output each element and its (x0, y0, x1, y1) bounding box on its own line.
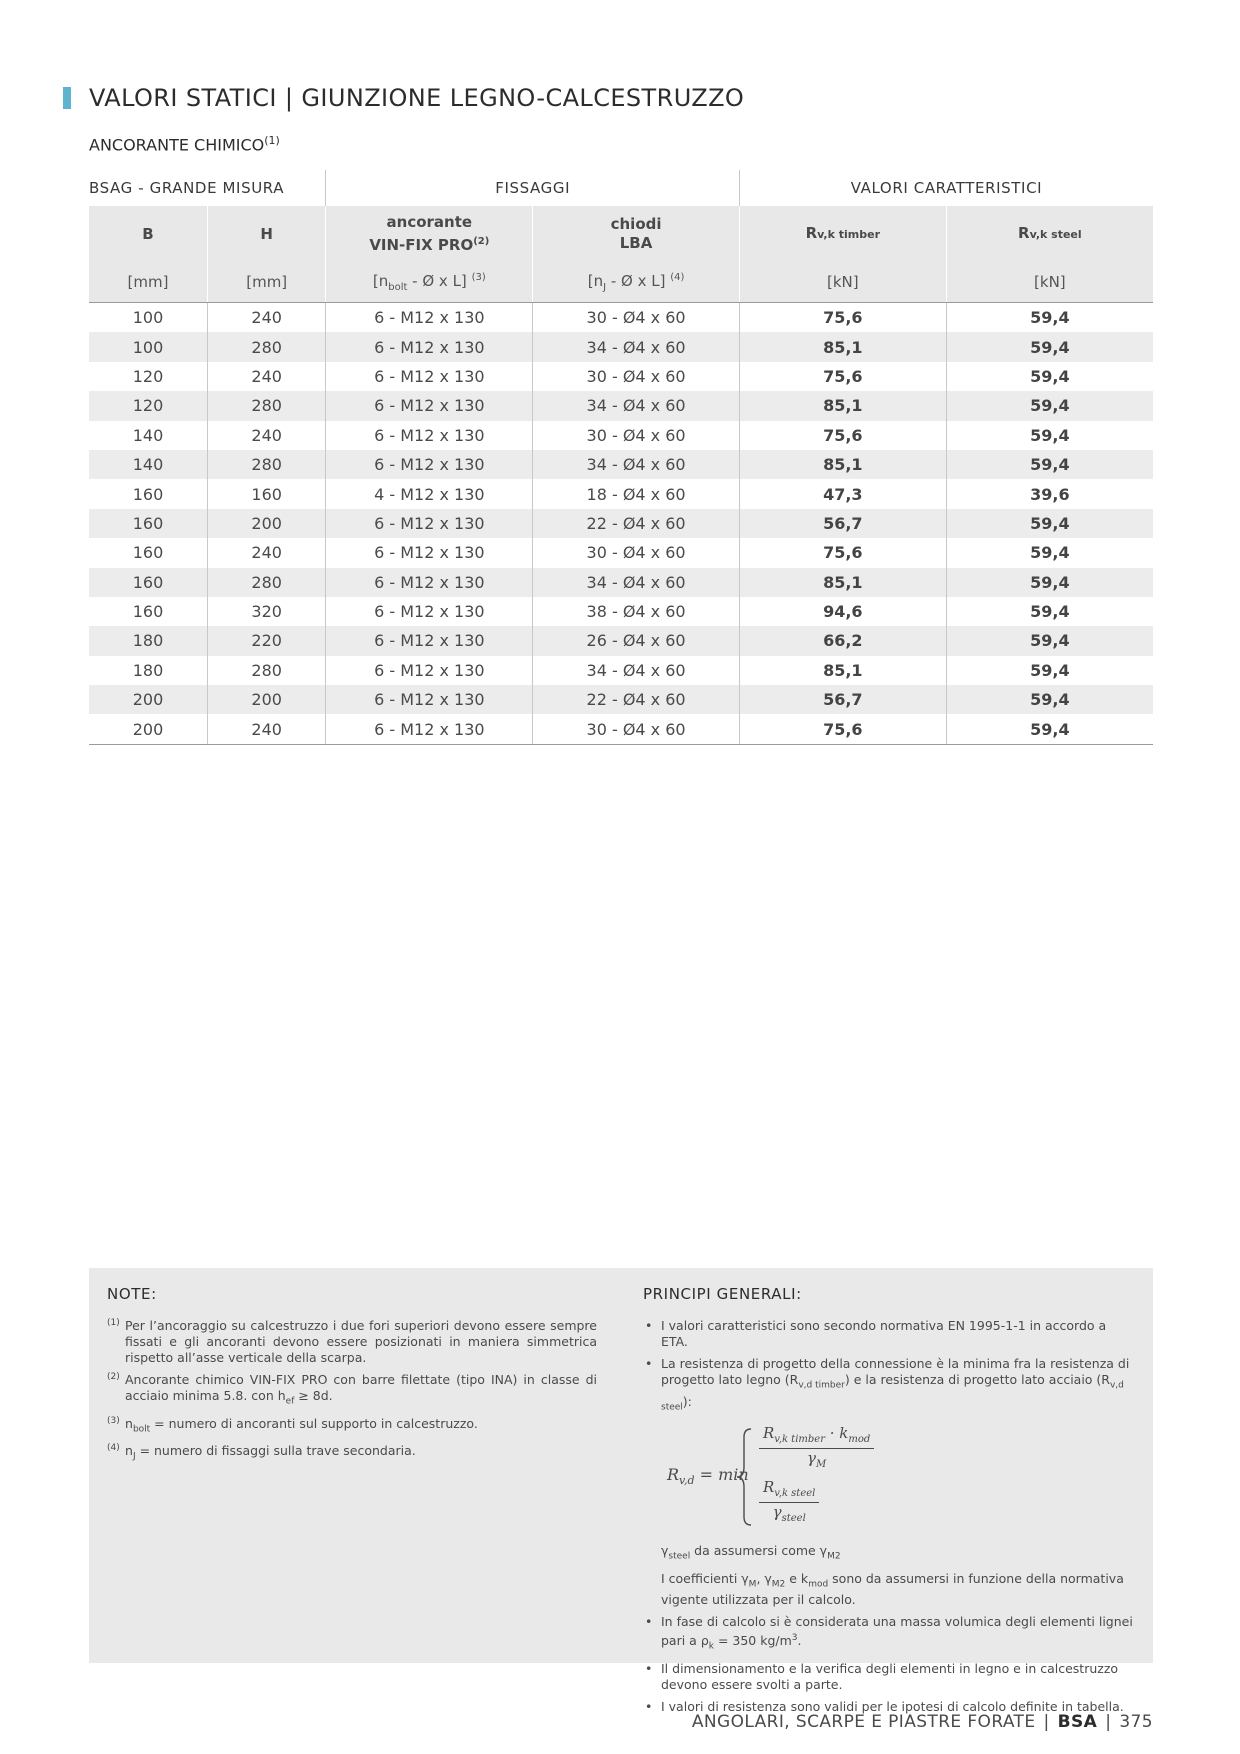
principle-2-c: ): (682, 1393, 692, 1409)
static-values-table (89, 170, 1153, 745)
cell-anchors: 6 - M12 x 130 (326, 568, 533, 597)
cell-b: 100 (89, 332, 207, 361)
unit-header-row (89, 262, 1153, 303)
cell-b: 160 (89, 568, 207, 597)
note-1-num: (1) (107, 1318, 120, 1328)
note-4-sub: J (132, 1451, 136, 1462)
ft-num-r: R (763, 1424, 775, 1442)
principle-2-a: La resistenza di progetto della connessione è la minima fra la resistenza di progetto lato legno (R (661, 1356, 1130, 1387)
principles-column (643, 1286, 1137, 1721)
r-timber-symbol: R (805, 224, 818, 242)
unit-nails (533, 262, 740, 303)
unit-nails-b: - Ø x L] (606, 271, 666, 290)
gamma-line-s2: M2 (827, 1551, 841, 1562)
principle-2-b: ) e la resistenza di progetto lato acciaio (R (844, 1372, 1110, 1387)
cell-anchors: 6 - M12 x 130 (326, 332, 533, 361)
table-row (89, 479, 1153, 508)
cell-b: 100 (132, 308, 164, 328)
principle-3-sub: k (708, 1641, 714, 1652)
principle-3 (643, 1614, 1137, 1655)
ft-den-gamma: γ (807, 1449, 816, 1467)
cell-rvk-steel: 59,4 (946, 362, 1153, 391)
page-number: 375 (1119, 1712, 1153, 1732)
note-1 (107, 1318, 597, 1366)
unit-nails-a: [n (587, 271, 604, 290)
unit-nails-note: (4) (670, 271, 685, 283)
cell-h: 280 (207, 332, 325, 361)
ft-num-sub: v,k timber (774, 1434, 825, 1445)
cell-nails: 34 - Ø4 x 60 (533, 332, 740, 361)
note-2 (107, 1372, 597, 1410)
note-2-sub: ef (285, 1396, 295, 1407)
cell-rvk-steel: 59,4 (946, 626, 1153, 655)
cell-h: 240 (207, 714, 325, 744)
cell-b: 160 (132, 602, 164, 622)
table-body (89, 303, 1153, 745)
note-1-text: Per l’ancoraggio su calcestruzzo i due fori superiori devono essere sempre fissati e gli ancoranti devono essere posizionati in maniera simmetrica rispetto all’asse verticale della scarpa. (125, 1318, 597, 1365)
footer-separator-2: | (1105, 1712, 1112, 1732)
cell-anchors: 6 - M12 x 130 (326, 714, 533, 744)
principle-3-sup: 3 (791, 1633, 798, 1643)
gamma-line-b: da assumersi come γ (690, 1543, 828, 1558)
fraction-timber (759, 1425, 874, 1473)
principle-2-s1: v,d timber (798, 1380, 845, 1391)
cell-nails: 26 - Ø4 x 60 (533, 626, 740, 655)
formula-lhs-r: R (667, 1465, 680, 1484)
fs-num-r: R (763, 1478, 775, 1496)
cell-rvk-steel: 59,4 (946, 538, 1153, 567)
notes-column (107, 1286, 597, 1471)
cell-anchors: 6 - M12 x 130 (326, 538, 533, 567)
col-header-nails (533, 206, 740, 262)
footer-section: ANGOLARI, SCARPE E PIASTRE FORATE (691, 1712, 1036, 1732)
cell-rvk-steel: 59,4 (946, 303, 1153, 333)
anchor-note-ref: (2) (473, 236, 490, 247)
subtitle-note-ref: (1) (264, 134, 280, 147)
cell-nails: 38 - Ø4 x 60 (533, 597, 740, 626)
cell-nails: 34 - Ø4 x 60 (533, 568, 740, 597)
coeff-b: , γ (756, 1570, 772, 1586)
table-row (89, 362, 1153, 391)
col-header-r-steel (946, 206, 1153, 262)
cell-rvk-timber: 85,1 (739, 568, 946, 597)
table-row (89, 303, 1153, 333)
principle-3-c: . (797, 1633, 802, 1649)
footer-separator-1: | (1043, 1712, 1050, 1732)
cell-h: 280 (207, 450, 325, 479)
cell-h: 160 (207, 479, 325, 508)
anchor-line2: VIN-FIX PRO (369, 236, 474, 254)
notes-box (89, 1268, 1153, 1714)
note-3 (107, 1416, 597, 1438)
nails-line2: LBA (619, 234, 653, 252)
cell-h: 220 (207, 626, 325, 655)
cell-h: 240 (207, 303, 325, 333)
cell-rvk-timber: 94,6 (739, 597, 946, 626)
table-row (89, 714, 1153, 744)
cell-anchors: 6 - M12 x 130 (326, 362, 533, 391)
table-row (89, 685, 1153, 714)
cell-b: 180 (132, 660, 164, 680)
table-row (89, 597, 1153, 626)
cell-rvk-timber: 75,6 (739, 538, 946, 567)
cell-anchors: 6 - M12 x 130 (326, 421, 533, 450)
principles-list-2 (643, 1614, 1137, 1715)
note-3-b: = numero di ancoranti sul supporto in calcestruzzo. (150, 1415, 478, 1431)
cell-rvk-steel: 39,6 (946, 479, 1153, 508)
unit-h: [mm] (207, 262, 325, 303)
cell-b: 200 (89, 714, 207, 744)
cell-h: 280 (207, 656, 325, 685)
ft-den-sub: M (816, 1459, 827, 1470)
coeff-s2: M2 (771, 1579, 786, 1589)
cell-anchors: 6 - M12 x 130 (326, 303, 533, 333)
note-2-b: ≥ 8d. (294, 1388, 333, 1403)
table-row (89, 626, 1153, 655)
unit-anchor-b: - Ø x L] (407, 271, 467, 290)
cell-nails: 34 - Ø4 x 60 (533, 450, 740, 479)
formula-lhs-tail: = min (694, 1465, 749, 1484)
cell-nails: 30 - Ø4 x 60 (533, 362, 740, 391)
design-resistance-formula (643, 1421, 1137, 1539)
cell-rvk-steel: 59,4 (946, 421, 1153, 450)
unit-r-steel: [kN] (946, 262, 1153, 303)
cell-rvk-timber: 85,1 (739, 332, 946, 361)
col-header-r-timber (739, 206, 946, 262)
column-header-row (89, 206, 1153, 262)
cell-b: 160 (132, 543, 164, 563)
cell-nails: 34 - Ø4 x 60 (533, 656, 740, 685)
coeff-c: e k (785, 1570, 809, 1586)
cell-nails: 30 - Ø4 x 60 (533, 421, 740, 450)
cell-h: 280 (207, 568, 325, 597)
cell-rvk-timber: 75,6 (739, 362, 946, 391)
ft-num-tail: · k (824, 1424, 849, 1442)
cell-rvk-steel: 59,4 (946, 332, 1153, 361)
cell-h: 240 (207, 538, 325, 567)
fs-den-gamma: γ (772, 1503, 782, 1521)
fraction-steel (759, 1479, 819, 1527)
cell-rvk-timber: 56,7 (739, 509, 946, 538)
note-3-sub: bolt (132, 1424, 151, 1434)
page-title: VALORI STATICI | GIUNZIONE LEGNO-CALCESTRUZZO (89, 84, 745, 112)
principle-5: • I valori di resistenza sono validi per le ipotesi di calcolo definite in tabella. (643, 1699, 1137, 1715)
col-header-h: H (207, 206, 325, 262)
table-row (89, 656, 1153, 685)
cell-rvk-steel: 59,4 (946, 509, 1153, 538)
coeff-s3: mod (808, 1579, 829, 1589)
left-brace-icon (735, 1427, 755, 1527)
ft-num-sub2: mod (848, 1434, 871, 1445)
fraction-timber-denominator (759, 1449, 874, 1473)
cell-h: 240 (207, 421, 325, 450)
unit-anchor-note: (3) (471, 271, 486, 283)
coeff-s1: M (748, 1579, 757, 1589)
cell-nails: 30 - Ø4 x 60 (533, 303, 740, 333)
r-steel-symbol: R (1018, 224, 1030, 242)
cell-anchors: 6 - M12 x 130 (326, 685, 533, 714)
col-header-b: B (89, 206, 207, 262)
gamma-line-a: γ (661, 1543, 669, 1558)
table-row (89, 450, 1153, 479)
cell-b: 120 (89, 391, 207, 420)
page-footer (692, 1712, 1153, 1732)
table-row (89, 391, 1153, 420)
cell-b: 200 (89, 685, 207, 714)
cell-b: 180 (89, 626, 207, 655)
col-header-anchor (326, 206, 533, 262)
cell-anchors: 6 - M12 x 130 (326, 391, 533, 420)
cell-rvk-timber: 75,6 (739, 421, 946, 450)
note-4 (107, 1443, 597, 1465)
cell-h: 320 (207, 597, 325, 626)
cell-nails: 22 - Ø4 x 60 (533, 509, 740, 538)
group-header-characteristic-values: VALORI CARATTERISTICI (739, 170, 1153, 206)
cell-h: 280 (207, 391, 325, 420)
anchor-line1: ancorante (386, 213, 473, 231)
coeff-d: sono da assumersi in funzione della normativa vigente utilizzata per il calcolo. (661, 1570, 1124, 1607)
cell-b: 160 (132, 484, 164, 504)
note-2-num: (2) (107, 1372, 120, 1382)
notes-heading: NOTE: (107, 1285, 157, 1303)
principle-1: • I valori caratteristici sono secondo normativa EN 1995-1-1 in accordo a ETA. (643, 1318, 1137, 1350)
unit-anchor (326, 262, 533, 303)
note-4-b: = numero di fissaggi sulla trave secondaria. (135, 1443, 416, 1458)
principle-3-b: = 350 kg/m (713, 1633, 792, 1649)
cell-nails: 30 - Ø4 x 60 (533, 538, 740, 567)
cell-b: 140 (132, 425, 164, 445)
cell-b: 140 (89, 450, 207, 479)
formula-lhs-sub: v,d (679, 1474, 695, 1488)
cell-rvk-steel: 59,4 (946, 391, 1153, 420)
section-subtitle (89, 134, 280, 154)
fraction-timber-numerator (759, 1425, 874, 1449)
cell-rvk-steel: 59,4 (946, 656, 1153, 685)
nails-line1: chiodi (610, 215, 662, 233)
unit-anchor-sub: bolt (388, 281, 408, 293)
cell-rvk-steel: 59,4 (946, 597, 1153, 626)
unit-anchor-a: [n (372, 271, 389, 290)
cell-anchors: 6 - M12 x 130 (326, 450, 533, 479)
cell-nails: 34 - Ø4 x 60 (533, 391, 740, 420)
group-header-fixings: FISSAGGI (326, 170, 740, 206)
cell-b: 160 (89, 509, 207, 538)
fraction-steel-denominator (759, 1503, 819, 1527)
principle-2 (643, 1356, 1137, 1415)
table-row (89, 509, 1153, 538)
cell-b: 120 (132, 366, 164, 386)
r-steel-sub: v,k steel (1029, 228, 1082, 241)
cell-anchors: 6 - M12 x 130 (326, 597, 533, 626)
cell-anchors: 6 - M12 x 130 (326, 509, 533, 538)
footer-product: BSA (1057, 1712, 1098, 1732)
principle-2-s2: v,d steel (661, 1380, 1124, 1412)
cell-rvk-steel: 59,4 (946, 568, 1153, 597)
r-timber-sub: v,k timber (817, 228, 881, 241)
principles-heading: PRINCIPI GENERALI: (643, 1285, 802, 1303)
cell-rvk-timber: 75,6 (739, 714, 946, 744)
group-header-bsag: BSAG - GRANDE MISURA (89, 179, 285, 197)
gamma-steel-line (643, 1543, 1137, 1565)
coeff-a: I coefficienti γ (661, 1570, 749, 1586)
cell-rvk-timber: 85,1 (739, 391, 946, 420)
coefficients-line (643, 1571, 1137, 1609)
fraction-steel-numerator (759, 1479, 819, 1503)
principles-list (643, 1318, 1137, 1415)
title-accent-bar (63, 87, 71, 109)
table-row (89, 332, 1153, 361)
cell-anchors: 6 - M12 x 130 (326, 656, 533, 685)
principle-3-a: In fase di calcolo si è considerata una massa volumica degli elementi lignei pari a ρ (661, 1614, 1133, 1649)
cell-nails: 30 - Ø4 x 60 (533, 714, 740, 744)
fs-num-sub: v,k steel (774, 1488, 816, 1499)
cell-nails: 22 - Ø4 x 60 (533, 685, 740, 714)
cell-rvk-timber: 56,7 (739, 685, 946, 714)
gamma-line-s1: steel (668, 1551, 691, 1562)
principle-4: • Il dimensionamento e la verifica degli elementi in legno e in calcestruzzo devono essere svolti a parte. (643, 1661, 1137, 1693)
fs-den-sub: steel (781, 1513, 806, 1524)
cell-rvk-steel: 59,4 (946, 450, 1153, 479)
cell-rvk-timber: 66,2 (739, 626, 946, 655)
cell-h: 200 (207, 685, 325, 714)
cell-rvk-timber: 47,3 (739, 479, 946, 508)
subtitle-text: ANCORANTE CHIMICO (89, 135, 265, 155)
unit-nails-sub: J (603, 281, 607, 293)
cell-rvk-steel: 59,4 (946, 714, 1153, 744)
group-header-row (89, 170, 1153, 206)
cell-rvk-steel: 59,4 (946, 685, 1153, 714)
unit-r-timber: [kN] (739, 262, 946, 303)
unit-b: [mm] (89, 262, 207, 303)
note-4-a: n (125, 1443, 133, 1458)
note-4-num: (4) (107, 1443, 120, 1453)
cell-rvk-timber: 85,1 (739, 656, 946, 685)
note-3-num: (3) (107, 1415, 120, 1426)
table-row (89, 568, 1153, 597)
table-row (89, 421, 1153, 450)
cell-nails: 18 - Ø4 x 60 (533, 479, 740, 508)
note-2-a: Ancorante chimico VIN-FIX PRO con barre filettate (tipo INA) in classe di acciaio minima 5.8. con h (125, 1372, 597, 1403)
note-3-a: n (125, 1415, 133, 1431)
cell-anchors: 6 - M12 x 130 (326, 626, 533, 655)
cell-h: 200 (207, 509, 325, 538)
cell-rvk-timber: 85,1 (739, 450, 946, 479)
cell-h: 240 (207, 362, 325, 391)
cell-rvk-timber: 75,6 (739, 303, 946, 333)
cell-anchors: 4 - M12 x 130 (326, 479, 533, 508)
table-row (89, 538, 1153, 567)
